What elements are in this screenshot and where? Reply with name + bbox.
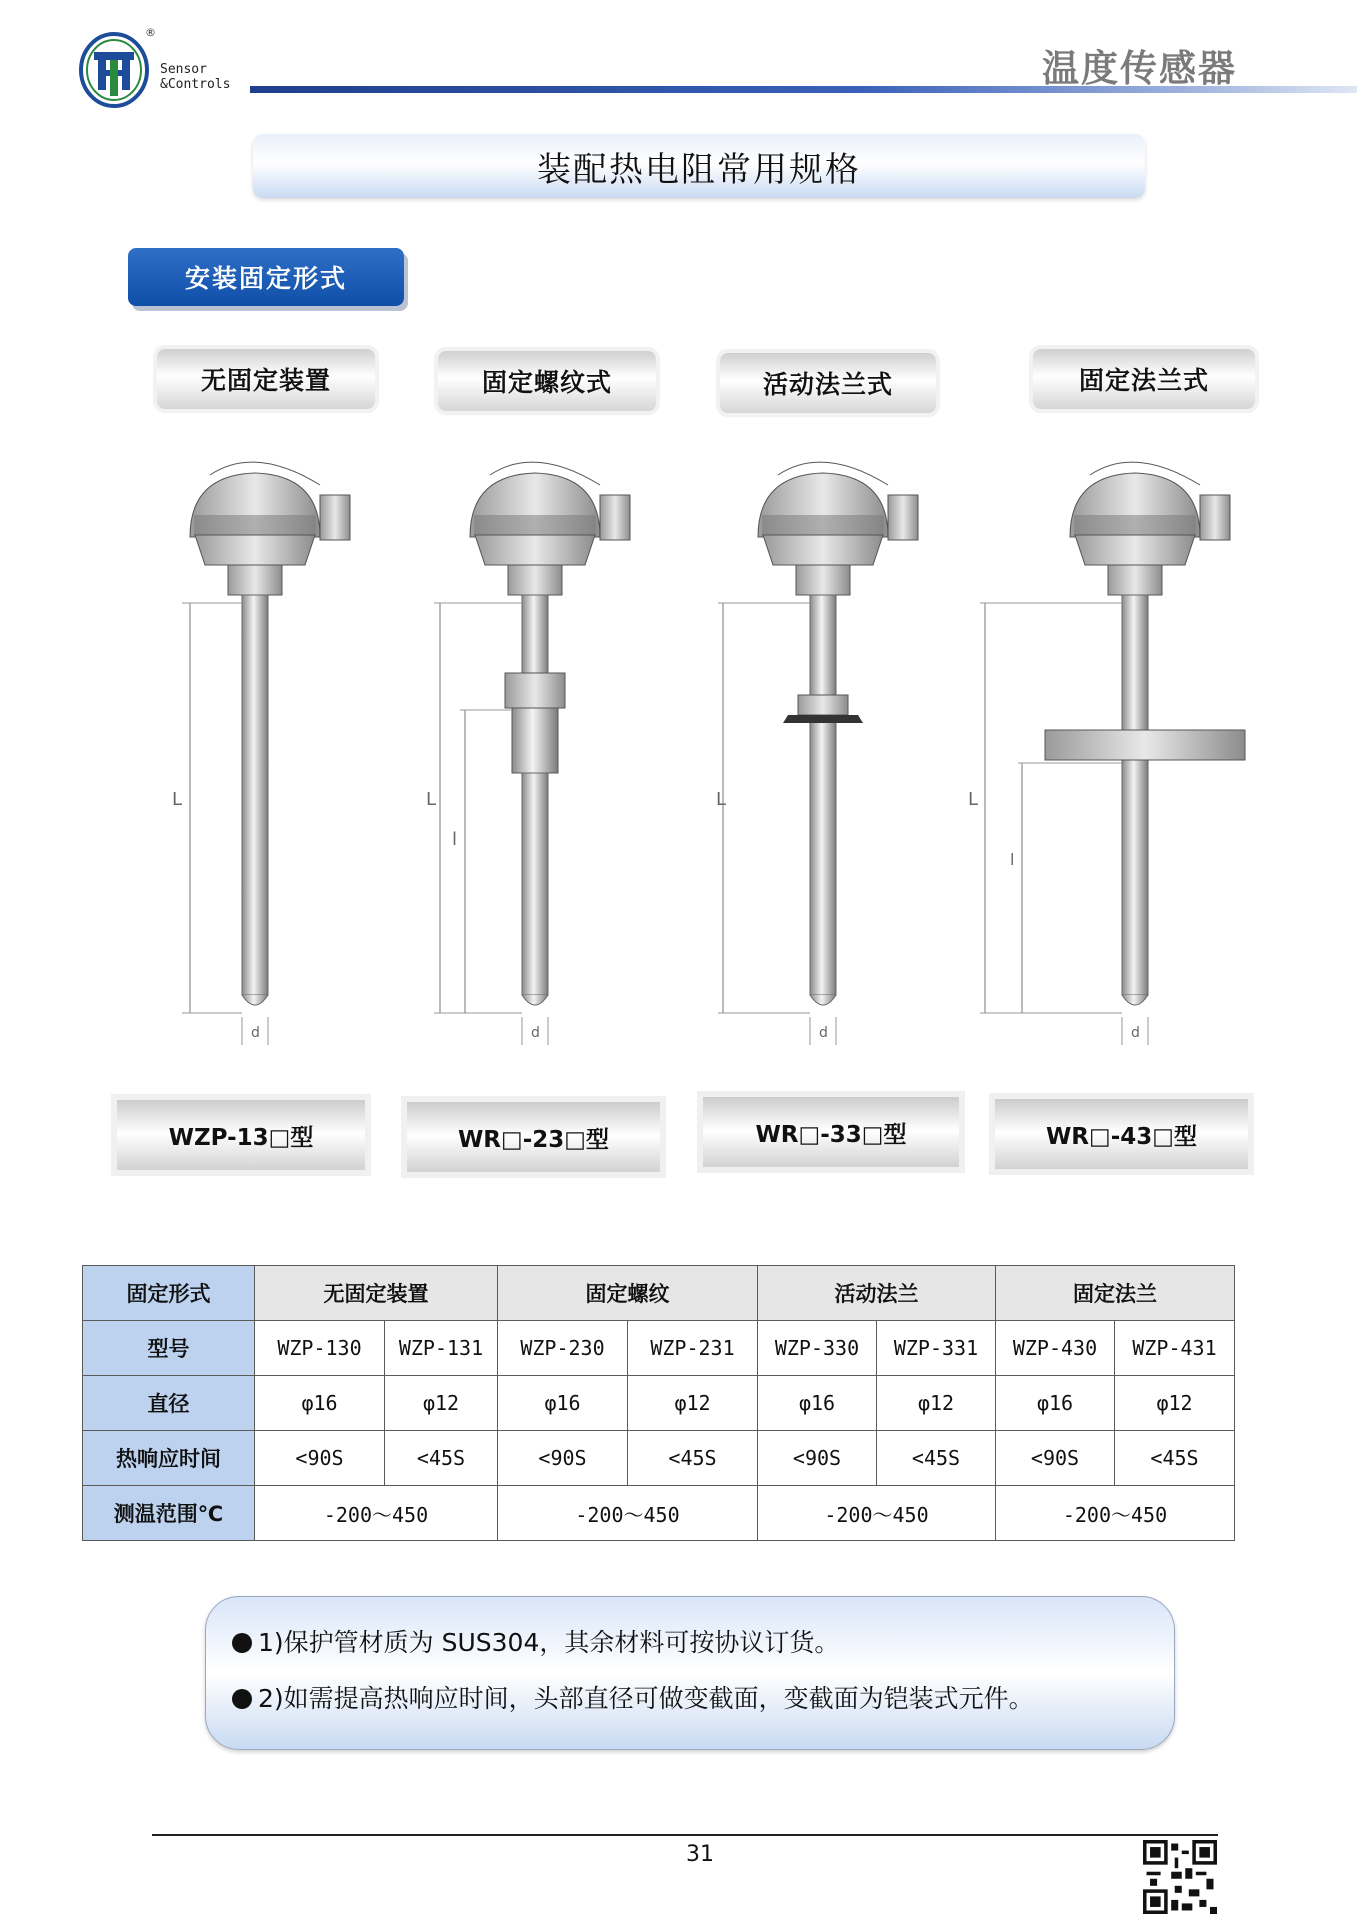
table-cell: WZP-231 — [628, 1321, 758, 1376]
table-cell: -200～450 — [758, 1486, 996, 1541]
row-header: 测温范围℃ — [83, 1486, 255, 1541]
table-cell: <45S — [628, 1431, 758, 1486]
diameter-label: d — [819, 1025, 828, 1041]
row-header: 直径 — [83, 1376, 255, 1431]
model-box-3 — [703, 1097, 959, 1167]
table-cell: WZP-330 — [758, 1321, 877, 1376]
model-box-4 — [995, 1099, 1248, 1169]
section-title: 安装固定形式 — [184, 264, 347, 293]
note-text: 2)如需提高热响应时间，头部直径可做变截面，变截面为铠装式元件。 — [258, 1684, 1034, 1713]
type-pill-1 — [157, 349, 375, 409]
type-label: 无固定装置 — [200, 366, 331, 395]
brand-text — [160, 62, 230, 92]
table-cell: <45S — [385, 1431, 498, 1486]
model-box-2 — [407, 1102, 660, 1172]
model-label: WR□-33□型 — [755, 1121, 907, 1148]
diameter-label: d — [1131, 1025, 1140, 1041]
sensor-drawing-4 — [968, 455, 1250, 1055]
table-cell: φ16 — [255, 1376, 385, 1431]
registered-mark: ® — [145, 26, 156, 39]
table-cell: -200～450 — [498, 1486, 758, 1541]
table-row — [83, 1486, 1235, 1541]
row-header: 型号 — [83, 1321, 255, 1376]
table-cell: φ12 — [877, 1376, 996, 1431]
table-row — [83, 1266, 1235, 1321]
table-cell: <90S — [498, 1431, 628, 1486]
table-cell: φ12 — [385, 1376, 498, 1431]
model-box-1 — [117, 1100, 365, 1170]
table-cell: WZP-230 — [498, 1321, 628, 1376]
length-label: L — [968, 789, 979, 810]
table-cell: <90S — [255, 1431, 385, 1486]
table-cell: φ16 — [758, 1376, 877, 1431]
group-header: 固定法兰 — [996, 1266, 1235, 1321]
row-header: 热响应时间 — [83, 1431, 255, 1486]
length-label: L — [426, 789, 437, 810]
diameter-label: d — [251, 1025, 260, 1041]
group-header: 无固定装置 — [255, 1266, 498, 1321]
table-cell: φ16 — [996, 1376, 1115, 1431]
brand-line-1: Sensor — [160, 62, 207, 77]
spec-table — [82, 1265, 1235, 1541]
table-cell: WZP-331 — [877, 1321, 996, 1376]
length-label: L — [172, 789, 183, 810]
model-label: WZP-13□型 — [168, 1124, 314, 1151]
table-cell: WZP-431 — [1115, 1321, 1235, 1376]
insert-length-label: l — [1010, 850, 1015, 869]
page-category-title: 温度传感器 — [1042, 47, 1237, 90]
bullet-icon — [232, 1633, 252, 1653]
type-pill-3 — [720, 353, 936, 413]
table-cell: <45S — [877, 1431, 996, 1486]
table-cell: <45S — [1115, 1431, 1235, 1486]
note-item — [232, 1679, 1034, 1715]
page-number: 31 — [686, 1842, 714, 1867]
banner-title: 装配热电阻常用规格 — [537, 149, 861, 190]
group-header: 固定螺纹 — [498, 1266, 758, 1321]
table-cell: φ12 — [1115, 1376, 1235, 1431]
title-banner — [253, 134, 1145, 198]
insert-length-label: l — [452, 829, 458, 850]
type-pill-4 — [1033, 349, 1255, 409]
sensor-drawing-2 — [426, 455, 680, 1055]
sensor-drawing-3 — [718, 455, 968, 1055]
qr-code-icon — [1143, 1840, 1217, 1914]
table-cell: WZP-430 — [996, 1321, 1115, 1376]
note-text: 1)保护管材质为 SUS304，其余材料可按协议订货。 — [258, 1628, 840, 1657]
table-cell: φ12 — [628, 1376, 758, 1431]
note-item — [232, 1623, 839, 1659]
diameter-label: d — [531, 1025, 540, 1041]
table-cell: WZP-130 — [255, 1321, 385, 1376]
bullet-icon — [232, 1689, 252, 1709]
row-header: 固定形式 — [83, 1266, 255, 1321]
table-cell: φ16 — [498, 1376, 628, 1431]
table-cell: <90S — [996, 1431, 1115, 1486]
model-label: WR□-43□型 — [1045, 1123, 1198, 1150]
table-cell: WZP-131 — [385, 1321, 498, 1376]
type-label: 固定法兰式 — [1078, 366, 1209, 395]
type-label: 固定螺纹式 — [481, 368, 612, 397]
table-cell: <90S — [758, 1431, 877, 1486]
table-cell: -200～450 — [255, 1486, 498, 1541]
section-tag — [128, 248, 404, 306]
group-header: 活动法兰 — [758, 1266, 996, 1321]
length-label: L — [716, 789, 727, 810]
model-label: WR□-23□型 — [457, 1126, 610, 1153]
type-pill-2 — [438, 351, 656, 411]
notes-box — [205, 1596, 1175, 1750]
table-row — [83, 1321, 1235, 1376]
table-row — [83, 1376, 1235, 1431]
sensor-drawing-1 — [150, 455, 400, 1055]
footer-rule — [152, 1834, 1218, 1836]
type-label: 活动法兰式 — [762, 370, 893, 399]
company-logo — [78, 30, 150, 110]
table-row — [83, 1431, 1235, 1486]
brand-line-2: &Controls — [160, 77, 231, 92]
table-cell: -200～450 — [996, 1486, 1235, 1541]
